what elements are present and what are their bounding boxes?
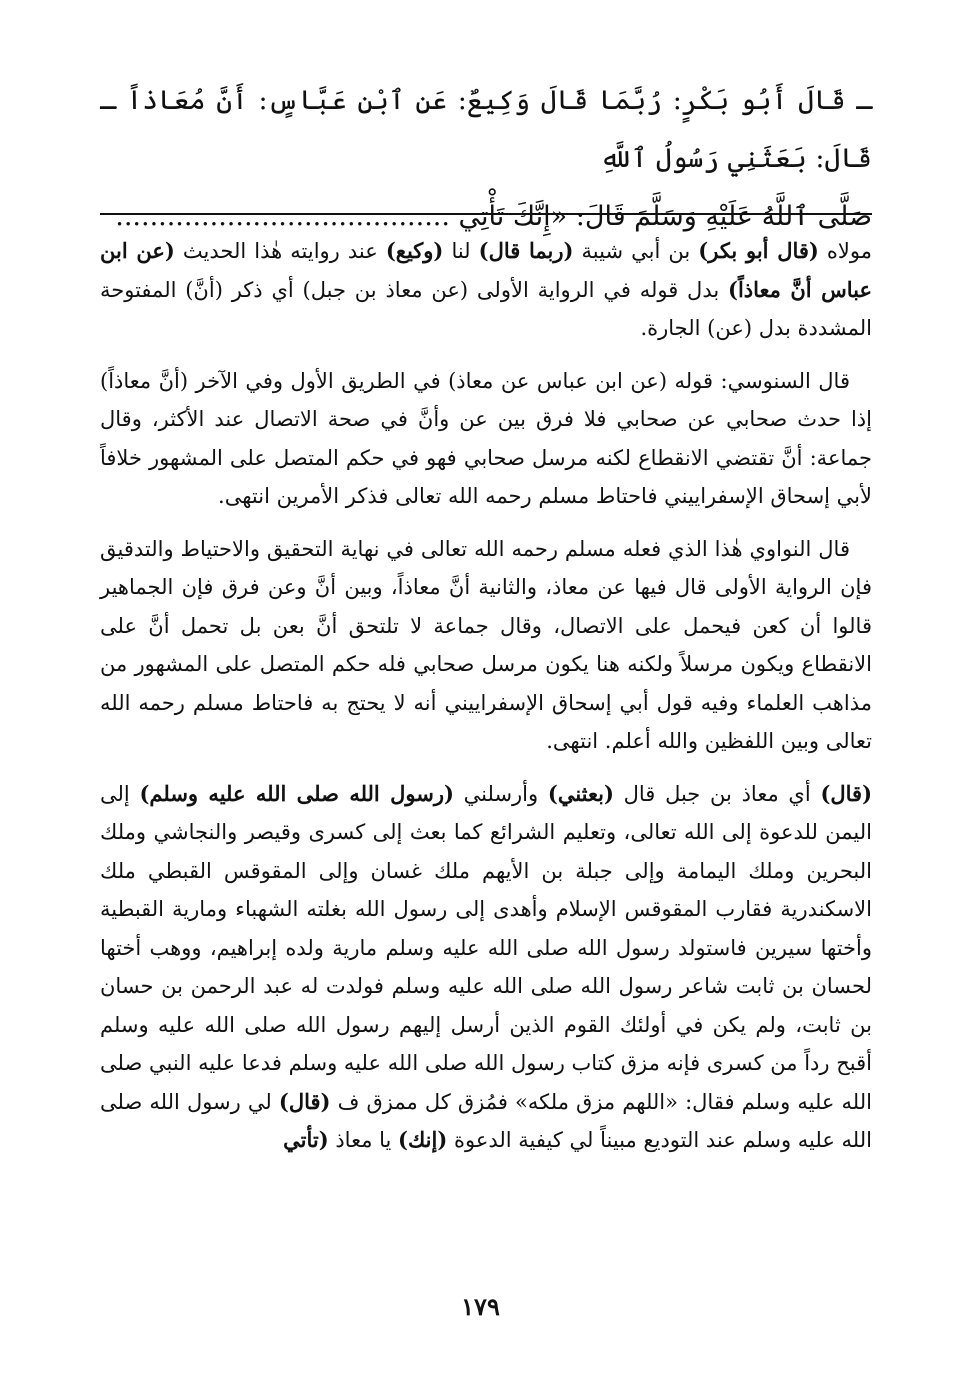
text-run: بن أبي شيبة <box>573 239 699 263</box>
quoted-term: (قال) <box>278 1088 331 1114</box>
page-number: ١٧٩ <box>461 1292 500 1321</box>
quoted-term: (بعثني) <box>547 780 614 806</box>
quoted-term: (وكيع) <box>385 238 444 263</box>
text-run: لنا <box>443 239 479 263</box>
commentary-paragraph <box>100 775 872 1160</box>
text-run: يا معاذ <box>328 1128 399 1152</box>
text-run: إلى اليمن للدعوة إلى الله تعالى، وتعليم الشرائع كما بعث إلى كسرى وقيصر والنجاشي وملك البحرين وملك اليمامة وإلى جبلة بن الأيهم ملك غسان وإلى المقوقس القبطي ملك الاسكندرية فقارب المقوقس الإسلام وأهدى إلى رسول الله بغلته الشهباء ومارية القبطية وأختها سيرين فاستولد رسول الله صلى الله عليه وسلم مارية ولده إبراهيم، ووهب أختها لحسان بن ثابت شاعر رسول الله صلى الله عليه وسلم فولدت له عبد الرحمن بن حسان بن ثابت، ولم يكن في أولئك القوم الذين أرسل إليهم رسول الله صلى الله عليه وسلم أقبح رداً من كسرى فإنه مزق كتاب رسول الله صلى الله عليه وسلم فدعا عليه النبي صلى الله عليه وسلم فقال: «اللهم مزق ملكه» فمُزق كل ممزق ف <box>100 781 873 1114</box>
quoted-term: (قال أبو بكر) <box>698 238 819 263</box>
hadith-text <box>100 72 872 246</box>
quoted-term: (قال) <box>820 780 873 806</box>
quoted-term: (ربما قال) <box>478 238 574 263</box>
quoted-term: (رسول الله صلى الله عليه وسلم) <box>139 780 454 806</box>
text-run: وأرسلني <box>453 781 548 806</box>
text-run: بدل قوله في الرواية الأولى (عن معاذ بن جبل) أي ذكر (أنَّ) المفتوحة المشددة بدل (عن) الجارة. <box>100 277 872 340</box>
hadith-line: صَلَّى ٱللَّهُ عَلَيْهِ وَسَلَّمَ قَالَ: «إِنَّكَ تَأْتِي ....................................... <box>115 201 872 232</box>
quoted-term: (عن ابن عباس أنَّ معاذاً) <box>100 238 872 302</box>
quoted-term: (تأتي <box>283 1127 329 1152</box>
text-run: عند روايته هٰذا الحديث <box>174 239 386 263</box>
commentary-paragraph: قال النواوي هٰذا الذي فعله مسلم رحمه الله تعالى في نهاية التحقيق والاحتياط والتدقيق فإن الرواية الأولى قال فيها عن معاذ، والثانية أنَّ معاذاً، وبين أنَّ وعن فرق فإن الجماهير قالوا أن كعن فيحمل على الاتصال، وقال جماعة لا تلتحق أنَّ بعن بل تحمل أنَّ على الانقطاع ويكون مرسلاً ولكنه هنا يكون مرسل صحابي فله حكم المتصل على المشهور من مذاهب العلماء وفيه قول أبي إسحاق الإسفراييني أنه لا يحتج به فاحتاط مسلم رحمه الله تعالى وبين اللفظين والله أعلم. انتهى. <box>100 536 872 753</box>
commentary-paragraph <box>100 232 872 348</box>
text-run: أي معاذ بن جبل قال <box>613 781 821 806</box>
text-run: لي رسول الله صلى الله عليه وسلم عند التوديع مبيناً لي كيفية الدعوة <box>100 1089 872 1152</box>
quoted-term: (إنك) <box>398 1127 448 1152</box>
text-run: مولاه <box>818 239 872 263</box>
hadith-line: ـ قَالَ أَبُو بَكْرٍ: رُبَّمَا قَالَ وَكِيعٌ: عَنِ ٱبْنِ عَبَّاسٍ: أَنَّ مُعَاذاً ـ قَالَ: بَعَثَنِي رَسُولُ ٱللَّهِ <box>100 85 872 174</box>
footnote-divider <box>100 213 872 215</box>
commentary-text <box>100 232 872 1174</box>
commentary-paragraph: قال السنوسي: قوله (عن ابن عباس عن معاذ) في الطريق الأول وفي الآخر (أنَّ معاذاً) إذا حدث صحابي عن صحابي فلا فرق بين عن وأنَّ في صحة الاتصال عند الأكثر، وقال جماعة: أنَّ تقتضي الانقطاع لكنه مرسل صحابي فهو في حكم المتصل على المشهور خلافاً لأبي إسحاق الإسفراييني فاحتاط مسلم رحمه الله تعالى فذكر الأمرين انتهى. <box>100 368 872 508</box>
